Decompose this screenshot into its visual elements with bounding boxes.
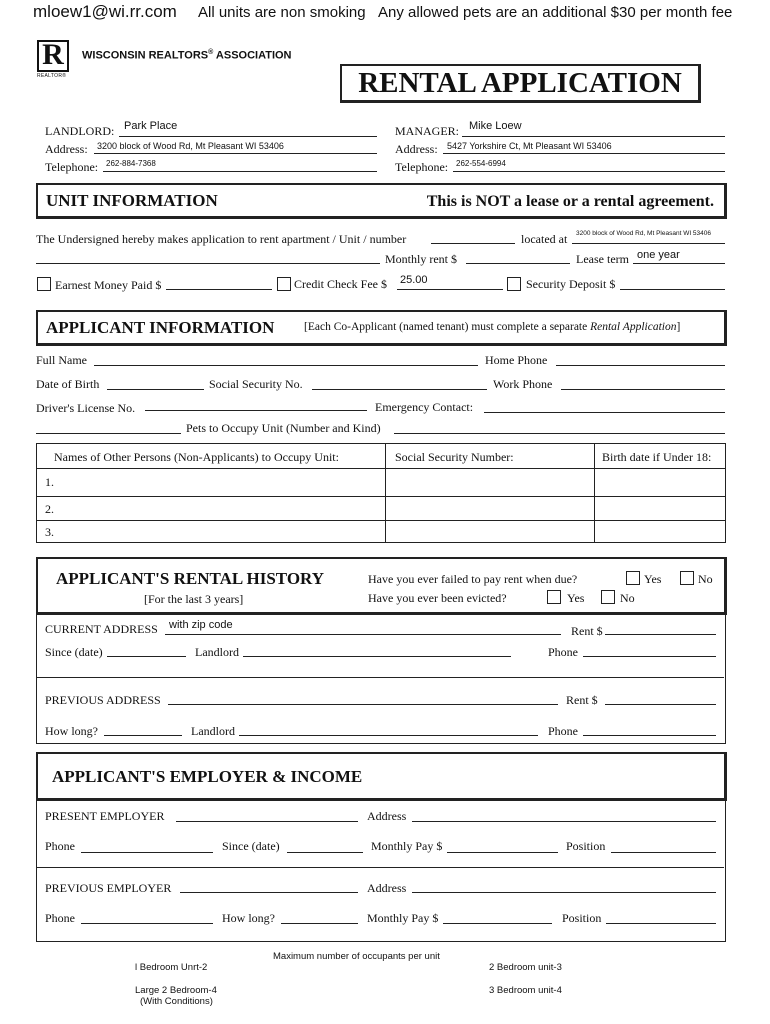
manager-address-label: Address: bbox=[395, 142, 438, 156]
failed-to-pay-yes-checkbox[interactable] bbox=[626, 571, 640, 585]
dob-line[interactable] bbox=[107, 389, 204, 390]
manager-label: MANAGER: bbox=[395, 124, 460, 138]
security-deposit-checkbox[interactable] bbox=[507, 277, 521, 291]
previous-monthly-pay-line[interactable] bbox=[443, 923, 552, 924]
present-phone-line[interactable] bbox=[81, 852, 213, 853]
employer-divider bbox=[36, 867, 724, 868]
landlord-line bbox=[119, 136, 377, 137]
pets-count-line[interactable] bbox=[36, 433, 181, 434]
previous-how-long-line[interactable] bbox=[104, 735, 182, 736]
table-row[interactable]: 3. bbox=[45, 525, 54, 539]
current-since-line[interactable] bbox=[107, 656, 186, 657]
realtor-logo bbox=[37, 40, 69, 78]
failed-to-pay-question: Have you ever failed to pay rent when due? bbox=[368, 572, 578, 586]
table-row[interactable]: 1. bbox=[45, 475, 54, 489]
occupants-birthdate-header: Birth date if Under 18: bbox=[602, 450, 712, 464]
present-employer-address-line[interactable] bbox=[412, 821, 716, 822]
occupancy-one-bedroom: l Bedroom Unrt-2 bbox=[135, 962, 208, 973]
full-name-label: Full Name bbox=[36, 353, 87, 367]
previous-landlord-line[interactable] bbox=[239, 735, 538, 736]
logo-caption: REALTOR® bbox=[37, 73, 67, 79]
ssn-line[interactable] bbox=[312, 389, 487, 390]
failed-to-pay-yes-label: Yes bbox=[644, 572, 662, 586]
undersigned-label: The Undersigned hereby makes application to rent apartment / Unit / number bbox=[36, 232, 407, 246]
rental-history-subtitle: [For the last 3 years] bbox=[144, 592, 244, 606]
previous-phone-line[interactable] bbox=[81, 923, 213, 924]
evicted-yes-label: Yes bbox=[567, 591, 585, 605]
landlord-telephone-line bbox=[103, 171, 377, 172]
ssn-label: Social Security No. bbox=[209, 377, 303, 391]
current-address-value[interactable]: with zip code bbox=[169, 619, 233, 631]
landlord-address-line bbox=[94, 153, 377, 154]
present-phone-label: Phone bbox=[45, 839, 75, 853]
current-since-label: Since (date) bbox=[45, 645, 103, 659]
security-deposit-label: Security Deposit $ bbox=[526, 277, 616, 291]
present-monthly-pay-line[interactable] bbox=[447, 852, 558, 853]
earnest-money-label: Earnest Money Paid $ bbox=[55, 278, 162, 292]
present-monthly-pay-label: Monthly Pay $ bbox=[371, 839, 443, 853]
present-employer-line[interactable] bbox=[176, 821, 358, 822]
current-landlord-label: Landlord bbox=[195, 645, 239, 659]
landlord-telephone-value[interactable]: 262-884-7368 bbox=[106, 159, 156, 168]
present-employer-label: PRESENT EMPLOYER bbox=[45, 809, 165, 823]
location-value[interactable]: 3200 block of Wood Rd, Mt Pleasant WI 53406 bbox=[576, 230, 712, 237]
pets-line[interactable] bbox=[394, 433, 725, 434]
present-employer-address-label: Address bbox=[367, 809, 407, 823]
rental-history-header bbox=[36, 557, 727, 615]
unit-number-line[interactable] bbox=[431, 243, 515, 244]
form-title-box bbox=[340, 64, 701, 103]
drivers-license-label: Driver's License No. bbox=[36, 401, 136, 415]
evicted-question: Have you ever been evicted? bbox=[368, 591, 507, 605]
pets-label: Pets to Occupy Unit (Number and Kind) bbox=[186, 421, 381, 435]
credit-check-label: Credit Check Fee $ bbox=[294, 277, 387, 291]
current-address-line bbox=[165, 634, 561, 635]
pets-note: Any allowed pets are an additional $30 per month fee bbox=[378, 4, 733, 21]
smoking-note: All units are non smoking bbox=[198, 4, 366, 21]
unit-continuation-line[interactable] bbox=[36, 263, 380, 264]
emergency-contact-label: Emergency Contact: bbox=[375, 400, 474, 414]
landlord-address-label: Address: bbox=[45, 142, 88, 156]
present-since-label: Since (date) bbox=[222, 839, 280, 853]
previous-position-label: Position bbox=[562, 911, 602, 925]
occupancy-two-bedroom: 2 Bedroom unit-3 bbox=[489, 962, 562, 973]
previous-address-label: PREVIOUS ADDRESS bbox=[45, 693, 161, 707]
previous-phone-label: Phone bbox=[548, 724, 578, 738]
current-address-label: CURRENT ADDRESS bbox=[45, 622, 158, 636]
previous-rent-label: Rent $ bbox=[566, 693, 598, 707]
drivers-license-line[interactable] bbox=[145, 410, 367, 411]
earnest-money-line[interactable] bbox=[166, 289, 272, 290]
occupants-ssn-header: Social Security Number: bbox=[395, 450, 514, 464]
landlord-value[interactable]: Park Place bbox=[124, 120, 178, 132]
co-applicant-note: [Each Co-Applicant (named tenant) must complete a separate Rental Application] bbox=[304, 321, 681, 333]
unit-info-title: UNIT INFORMATION bbox=[46, 191, 218, 210]
manager-value[interactable]: Mike Loew bbox=[469, 120, 522, 132]
previous-rent-line[interactable] bbox=[605, 704, 716, 705]
current-rent-line[interactable] bbox=[605, 634, 716, 635]
previous-landlord-label: Landlord bbox=[191, 724, 235, 738]
emergency-contact-line[interactable] bbox=[484, 412, 725, 413]
home-phone-line[interactable] bbox=[556, 365, 725, 366]
credit-check-line bbox=[397, 289, 503, 290]
previous-how-long-employer-line[interactable] bbox=[281, 923, 358, 924]
rental-history-title: APPLICANT'S RENTAL HISTORY bbox=[56, 569, 324, 588]
manager-telephone-line bbox=[453, 171, 725, 172]
work-phone-label: Work Phone bbox=[493, 377, 553, 391]
form-title: RENTAL APPLICATION bbox=[358, 67, 682, 99]
previous-employer-address-line[interactable] bbox=[412, 892, 716, 893]
manager-telephone-value[interactable]: 262-554-6994 bbox=[456, 159, 506, 168]
evicted-no-checkbox[interactable] bbox=[601, 590, 615, 604]
employer-header bbox=[36, 752, 727, 801]
occupancy-with-conditions: (With Conditions) bbox=[140, 996, 213, 1007]
dob-label: Date of Birth bbox=[36, 377, 100, 391]
manager-telephone-label: Telephone: bbox=[395, 160, 449, 174]
previous-how-long-employer-label: How long? bbox=[222, 911, 275, 925]
previous-phone-line[interactable] bbox=[583, 735, 716, 736]
previous-employer-address-label: Address bbox=[367, 881, 407, 895]
evicted-no-label: No bbox=[620, 591, 635, 605]
manager-address-line bbox=[443, 153, 725, 154]
previous-employer-line[interactable] bbox=[180, 892, 358, 893]
full-name-line[interactable] bbox=[94, 365, 478, 366]
occupants-table bbox=[36, 443, 726, 543]
email-note: mloew1@wi.rr.com bbox=[33, 2, 177, 21]
applicant-info-header bbox=[36, 310, 727, 346]
applicant-info-title: APPLICANT INFORMATION bbox=[46, 318, 275, 337]
association-name: WISCONSIN REALTORS® ASSOCIATION bbox=[82, 49, 292, 62]
not-a-lease-notice: This is NOT a lease or a rental agreement. bbox=[426, 193, 714, 210]
landlord-telephone-label: Telephone: bbox=[45, 160, 99, 174]
present-since-line[interactable] bbox=[287, 852, 363, 853]
unit-info-header bbox=[36, 183, 727, 219]
current-phone-label: Phone bbox=[548, 645, 578, 659]
security-deposit-line[interactable] bbox=[620, 289, 725, 290]
logo-letter: R bbox=[42, 38, 64, 71]
earnest-money-checkbox[interactable] bbox=[37, 277, 51, 291]
manager-address-value[interactable]: 5427 Yorkshire Ct, Mt Pleasant WI 53406 bbox=[447, 141, 612, 151]
present-position-label: Position bbox=[566, 839, 606, 853]
current-landlord-line[interactable] bbox=[243, 656, 511, 657]
credit-check-value[interactable]: 25.00 bbox=[400, 274, 428, 286]
employer-title: APPLICANT'S EMPLOYER & INCOME bbox=[52, 767, 363, 786]
failed-to-pay-no-checkbox[interactable] bbox=[680, 571, 694, 585]
previous-position-line[interactable] bbox=[606, 923, 716, 924]
present-position-line[interactable] bbox=[611, 852, 716, 853]
failed-to-pay-no-label: No bbox=[698, 572, 713, 586]
occupancy-large-two-bedroom: Large 2 Bedroom-4 bbox=[135, 985, 217, 996]
work-phone-line[interactable] bbox=[561, 389, 725, 390]
evicted-yes-checkbox[interactable] bbox=[547, 590, 561, 604]
previous-employer-label: PREVIOUS EMPLOYER bbox=[45, 881, 172, 895]
located-at-label: located at bbox=[521, 232, 568, 246]
current-rent-label: Rent $ bbox=[571, 624, 603, 638]
monthly-rent-label: Monthly rent $ bbox=[385, 252, 457, 266]
landlord-address-value[interactable]: 3200 block of Wood Rd, Mt Pleasant WI 53406 bbox=[97, 141, 284, 151]
lease-term-value[interactable]: one year bbox=[637, 249, 680, 261]
rental-history-divider bbox=[36, 677, 724, 678]
home-phone-label: Home Phone bbox=[485, 353, 548, 367]
occupants-name-header: Names of Other Persons (Non-Applicants) to Occupy Unit: bbox=[54, 450, 339, 464]
landlord-label: LANDLORD: bbox=[45, 124, 115, 138]
table-row[interactable]: 2. bbox=[45, 502, 54, 516]
occupancy-three-bedroom: 3 Bedroom unit-4 bbox=[489, 985, 562, 996]
lease-term-label: Lease term bbox=[576, 252, 629, 266]
previous-how-long-label: How long? bbox=[45, 724, 98, 738]
occupancy-heading: Maximum number of occupants per unit bbox=[273, 951, 440, 962]
previous-monthly-pay-label: Monthly Pay $ bbox=[367, 911, 439, 925]
lease-term-line bbox=[633, 263, 725, 264]
current-phone-line[interactable] bbox=[583, 656, 716, 657]
manager-line bbox=[462, 136, 725, 137]
location-line bbox=[572, 243, 725, 244]
previous-address-line[interactable] bbox=[168, 704, 558, 705]
previous-phone-label: Phone bbox=[45, 911, 75, 925]
credit-check-checkbox[interactable] bbox=[277, 277, 291, 291]
monthly-rent-line[interactable] bbox=[466, 263, 570, 264]
